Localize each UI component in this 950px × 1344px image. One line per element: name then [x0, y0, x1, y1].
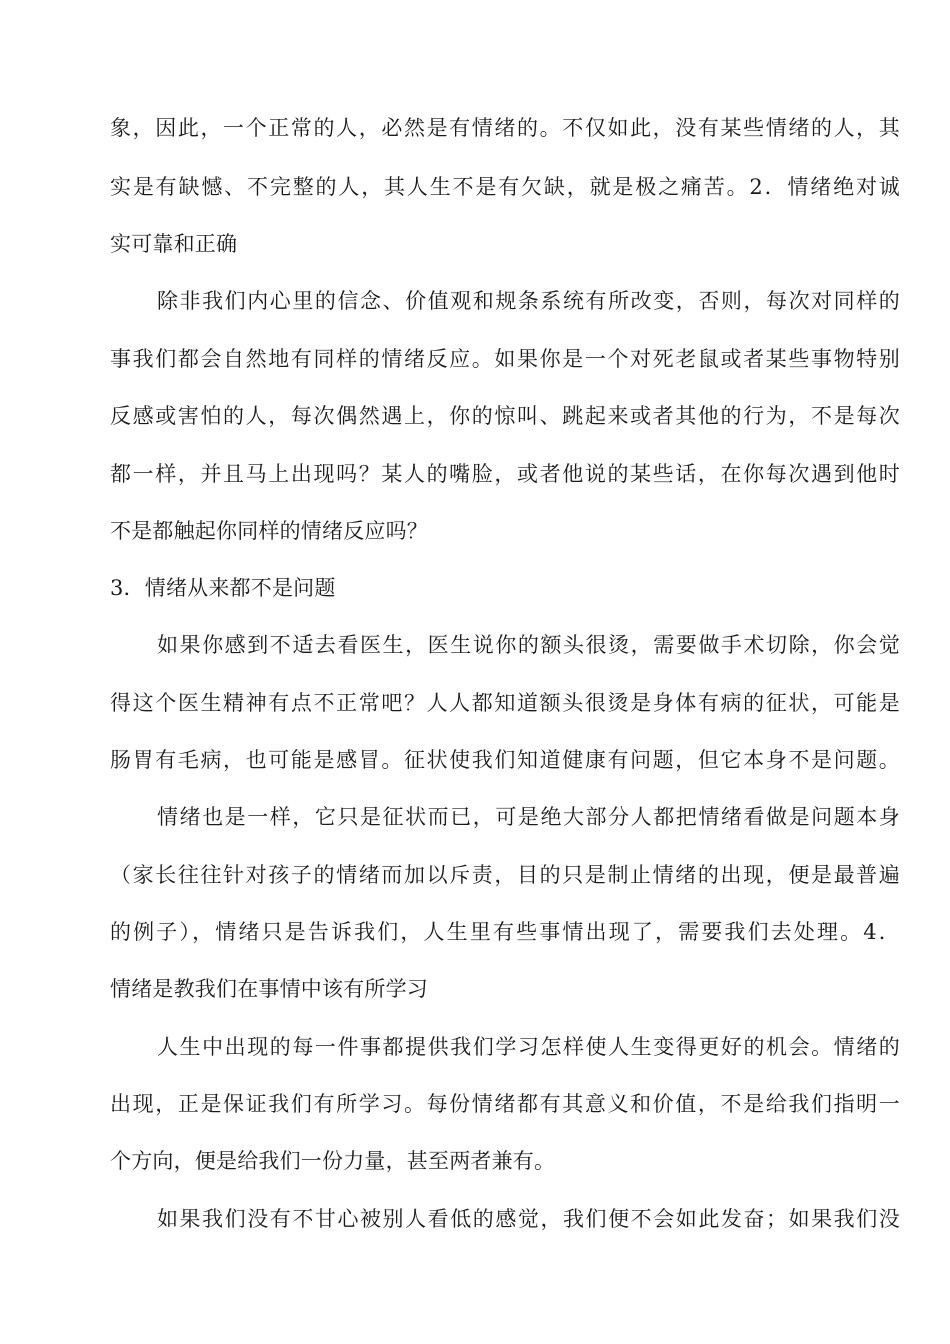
text-line: 出现，正是保证我们有所学习。每份情绪都有其意义和价值，不是给我们指明一: [110, 1092, 900, 1116]
text-line: 实可靠和正确: [110, 232, 238, 256]
text-line: 肠胃有毛病，也可能是感冒。征状使我们知道健康有问题，但它本身不是问题。: [110, 748, 900, 772]
text-line: 象，因此，一个正常的人，必然是有情绪的。不仅如此，没有某些情绪的人，其: [110, 116, 900, 140]
text-line: 都一样，并且马上出现吗？某人的嘴脸，或者他说的某些话，在你每次遇到他时: [110, 462, 900, 486]
text-line: 如果你感到不适去看医生，医生说你的额头很烫，需要做手术切除，你会觉: [157, 633, 900, 657]
text-line: 个方向，便是给我们一份力量，甚至两者兼有。: [110, 1149, 556, 1173]
text-line: 人生中出现的每一件事都提供我们学习怎样使人生变得更好的机会。情绪的: [157, 1035, 900, 1059]
text-line: 除非我们内心里的信念、价值观和规条系统有所改变，否则，每次对同样的: [157, 289, 900, 313]
text-line: 情绪也是一样，它只是征状而已，可是绝大部分人都把情绪看做是问题本身: [157, 805, 900, 829]
text-line: 如果我们没有不甘心被别人看低的感觉，我们便不会如此发奋；如果我们没: [157, 1207, 900, 1231]
text-line: 情绪是教我们在事情中该有所学习: [110, 977, 428, 1001]
text-line: 实是有缺憾、不完整的人，其人生不是有欠缺，就是极之痛苦。2．情绪绝对诚: [110, 175, 900, 199]
text-line: 的例子），情绪只是告诉我们，人生里有些事情出现了，需要我们去处理。4．: [110, 920, 900, 944]
text-line: 不是都触起你同样的情绪反应吗？: [110, 519, 428, 543]
text-line: 反感或害怕的人，每次偶然遇上，你的惊叫、跳起来或者其他的行为，不是每次: [110, 404, 900, 428]
text-line: 得这个医生精神有点不正常吧？人人都知道额头很烫是身体有病的征状，可能是: [110, 691, 900, 715]
section-heading: 3．情绪从来都不是问题: [110, 576, 336, 600]
text-line: 事我们都会自然地有同样的情绪反应。如果你是一个对死老鼠或者某些事物特别: [110, 347, 900, 371]
text-line: （家长往往针对孩子的情绪而加以斥责，目的只是制止情绪的出现，便是最普遍: [110, 863, 900, 887]
